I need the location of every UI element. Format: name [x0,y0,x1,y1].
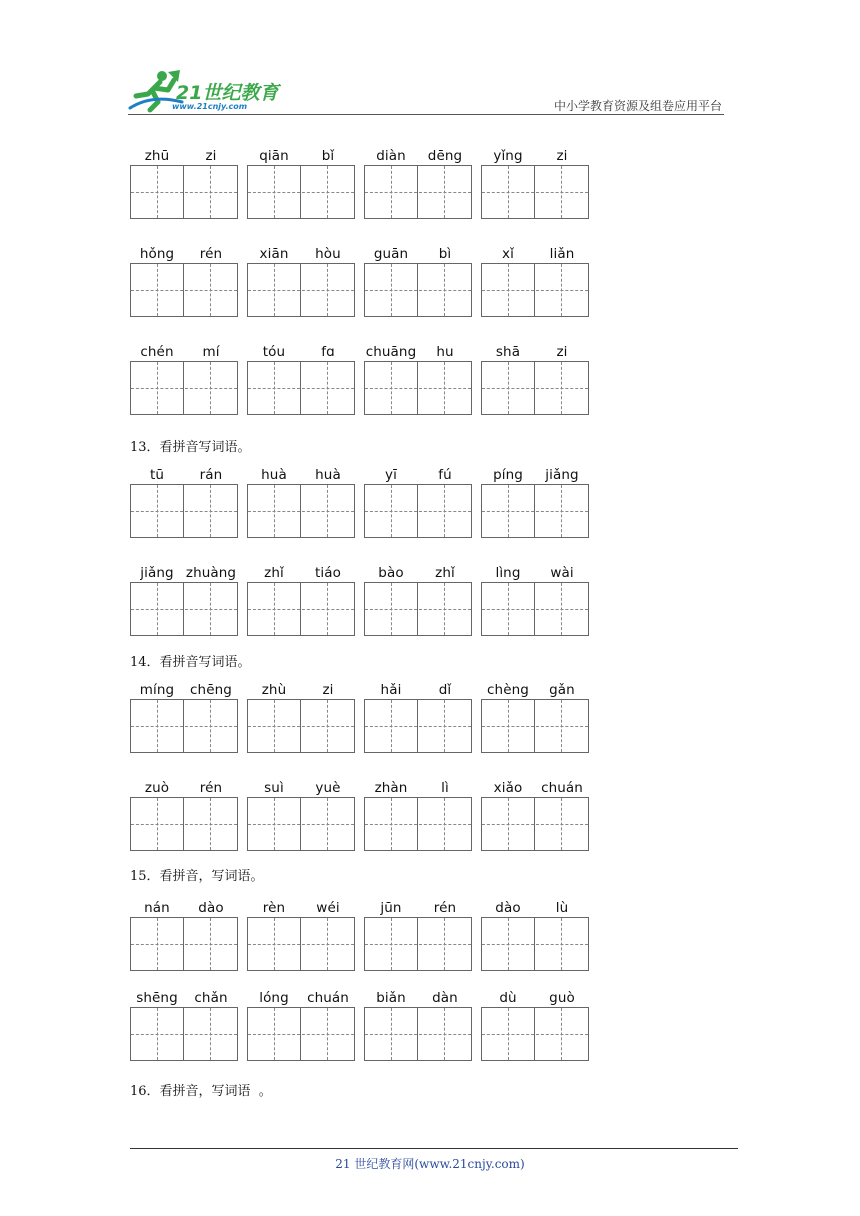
pinyin-syllable: hǎi [380,682,402,698]
pinyin-row [130,565,238,583]
writing-grid[interactable] [130,582,238,636]
pinyin-syllable: lóng [259,990,289,1006]
writing-grid[interactable] [247,797,355,851]
pinyin-row [130,990,238,1008]
word-item [247,900,355,971]
word-item [247,682,355,753]
pinyin-syllable: chén [140,344,174,360]
writing-grid[interactable] [130,797,238,851]
word-item [247,780,355,851]
word-item [247,344,355,415]
writing-grid[interactable] [130,699,238,753]
pinyin-row [481,148,589,166]
pinyin-row [130,148,238,166]
pinyin-row [364,467,472,485]
logo-url: www.21cnjy.com [172,102,248,111]
word-item [481,990,589,1061]
platform-title: 中小学教育资源及组卷应用平台 [553,99,722,113]
pinyin-row [481,682,589,700]
header-divider [128,114,724,115]
writing-grid[interactable] [247,165,355,219]
pinyin-row [130,780,238,798]
section-title-15: 15．看拼音，写词语。 [130,869,264,884]
writing-grid[interactable] [130,263,238,317]
writing-grid[interactable] [130,165,238,219]
writing-grid[interactable] [481,582,589,636]
section-title-14: 14．看拼音写词语。 [130,655,251,670]
pinyin-syllable: guò [549,990,575,1006]
pinyin-syllable: píng [493,467,523,483]
writing-grid[interactable] [247,361,355,415]
pinyin-syllable: zhǐ [435,565,455,581]
pinyin-syllable: bào [378,565,404,581]
pinyin-syllable: rèn [262,900,286,916]
pinyin-row [130,467,238,485]
pinyin-syllable: chuāng [365,344,417,360]
pinyin-syllable: mí [202,344,220,360]
word-item [364,344,472,415]
pinyin-syllable: dǐ [438,682,452,698]
footer-divider [130,1148,738,1149]
word-item [481,467,589,538]
pinyin-syllable: shēng [136,990,178,1006]
pinyin-syllable: huà [261,467,287,483]
writing-grid[interactable] [364,263,472,317]
pinyin-syllable: dù [499,990,517,1006]
word-item [364,990,472,1061]
word-item [130,344,238,415]
pinyin-syllable: chuán [541,780,583,796]
pinyin-row [364,990,472,1008]
word-item [481,682,589,753]
pinyin-syllable: lìng [495,565,521,581]
pinyin-syllable: dào [198,900,224,916]
writing-grid[interactable] [481,797,589,851]
pinyin-syllable: zhuàng [185,565,237,581]
logo-text: 21世纪教育 [176,82,279,104]
word-item [481,246,589,317]
pinyin-row [481,990,589,1008]
pinyin-syllable: yī [385,467,397,483]
writing-grid[interactable] [481,1007,589,1061]
pinyin-row [481,467,589,485]
pinyin-syllable: zi [322,682,334,698]
pinyin-syllable: rén [433,900,457,916]
writing-grid[interactable] [364,484,472,538]
writing-grid[interactable] [130,917,238,971]
pinyin-syllable: zhū [144,148,170,164]
writing-grid[interactable] [481,165,589,219]
word-item [247,148,355,219]
pinyin-syllable: xiǎo [493,780,523,796]
word-item [130,565,238,636]
writing-grid[interactable] [247,917,355,971]
word-item [130,682,238,753]
word-item [364,682,472,753]
pinyin-row [247,682,355,700]
pinyin-row [364,148,472,166]
pinyin-syllable: zhàn [374,780,408,796]
pinyin-syllable: shā [495,344,521,360]
word-item [130,148,238,219]
pinyin-row [364,682,472,700]
section-title-13: 13．看拼音写词语。 [130,440,251,455]
pinyin-syllable: dēng [427,148,463,164]
pinyin-row [130,682,238,700]
pinyin-row [481,780,589,798]
pinyin-syllable: qiān [259,148,289,164]
pinyin-syllable: liǎn [549,246,575,262]
pinyin-row [247,565,355,583]
footer-text: 21 世纪教育网(www.21cnjy.com) [335,1157,525,1171]
pinyin-row [247,900,355,918]
pinyin-syllable: hu [436,344,454,360]
pinyin-syllable: hòu [315,246,341,262]
word-item [247,246,355,317]
writing-grid[interactable] [247,1007,355,1061]
writing-grid[interactable] [130,484,238,538]
pinyin-syllable: zi [205,148,217,164]
pinyin-row [364,246,472,264]
writing-grid[interactable] [364,1007,472,1061]
pinyin-syllable: gǎn [549,682,575,698]
pinyin-syllable: jūn [380,900,402,916]
word-item [364,246,472,317]
word-item [481,565,589,636]
word-item [481,344,589,415]
pinyin-syllable: nán [144,900,170,916]
pinyin-syllable: fɑ [321,344,335,360]
pinyin-row [364,780,472,798]
pinyin-syllable: dào [495,900,521,916]
writing-grid[interactable] [247,263,355,317]
word-item [481,900,589,971]
writing-grid[interactable] [247,699,355,753]
word-item [247,990,355,1061]
word-item [364,467,472,538]
writing-grid[interactable] [130,1007,238,1061]
pinyin-syllable: yǐng [493,148,523,164]
word-item [130,990,238,1061]
word-item [247,565,355,636]
pinyin-syllable: zhǐ [264,565,284,581]
word-item [247,467,355,538]
writing-grid[interactable] [481,263,589,317]
pinyin-syllable: xǐ [502,246,514,262]
pinyin-syllable: diàn [376,148,406,164]
writing-grid[interactable] [247,484,355,538]
pinyin-syllable: rén [199,246,223,262]
pinyin-syllable: chēng [190,682,232,698]
pinyin-syllable: míng [139,682,175,698]
word-item [130,780,238,851]
pinyin-row [130,900,238,918]
pinyin-syllable: xiān [259,246,289,262]
pinyin-syllable: jiǎng [545,467,579,483]
pinyin-syllable: rén [199,780,223,796]
pinyin-row [481,565,589,583]
pinyin-syllable: jiǎng [140,565,174,581]
pinyin-row [247,467,355,485]
pinyin-syllable: wài [550,565,574,581]
pinyin-syllable: fú [438,467,452,483]
pinyin-syllable: huà [315,467,341,483]
word-item [364,900,472,971]
pinyin-syllable: tiáo [315,565,341,581]
pinyin-row [130,344,238,362]
pinyin-syllable: zi [556,344,568,360]
pinyin-syllable: bì [438,246,452,262]
pinyin-syllable: yuè [315,780,341,796]
pinyin-syllable: biǎn [376,990,406,1006]
writing-grid[interactable] [481,361,589,415]
writing-grid[interactable] [247,582,355,636]
writing-grid[interactable] [364,361,472,415]
word-item [130,900,238,971]
pinyin-syllable: bǐ [321,148,335,164]
word-item [364,565,472,636]
word-item [130,246,238,317]
word-item [481,148,589,219]
site-logo [122,66,302,118]
pinyin-syllable: tóu [262,344,286,360]
pinyin-syllable: zuò [144,780,170,796]
writing-grid[interactable] [481,484,589,538]
pinyin-row [247,344,355,362]
writing-grid[interactable] [130,361,238,415]
pinyin-syllable: hǒng [139,246,175,262]
pinyin-row [364,344,472,362]
word-item [364,780,472,851]
pinyin-syllable: zhù [261,682,287,698]
pinyin-syllable: guān [373,246,409,262]
word-item [130,467,238,538]
pinyin-syllable: wéi [316,900,340,916]
pinyin-syllable: rán [199,467,223,483]
pinyin-syllable: chèng [487,682,529,698]
pinyin-syllable: chǎn [194,990,228,1006]
section-title-16: 16．看拼音，写词语 。 [130,1084,272,1099]
pinyin-row [364,900,472,918]
pinyin-syllable: zi [556,148,568,164]
pinyin-row [247,148,355,166]
pinyin-syllable: tū [149,467,165,483]
word-item [481,780,589,851]
writing-grid[interactable] [364,699,472,753]
writing-grid[interactable] [481,699,589,753]
pinyin-row [364,565,472,583]
pinyin-row [247,780,355,798]
pinyin-syllable: suì [264,780,284,796]
pinyin-row [130,246,238,264]
word-item [364,148,472,219]
pinyin-syllable: chuán [307,990,349,1006]
writing-grid[interactable] [481,917,589,971]
pinyin-syllable: lì [441,780,449,796]
pinyin-row [247,246,355,264]
pinyin-row [481,344,589,362]
pinyin-row [481,900,589,918]
pinyin-syllable: dàn [432,990,458,1006]
pinyin-row [481,246,589,264]
writing-grid[interactable] [364,165,472,219]
pinyin-row [247,990,355,1008]
writing-grid[interactable] [364,917,472,971]
writing-grid[interactable] [364,582,472,636]
pinyin-syllable: lù [555,900,569,916]
writing-grid[interactable] [364,797,472,851]
